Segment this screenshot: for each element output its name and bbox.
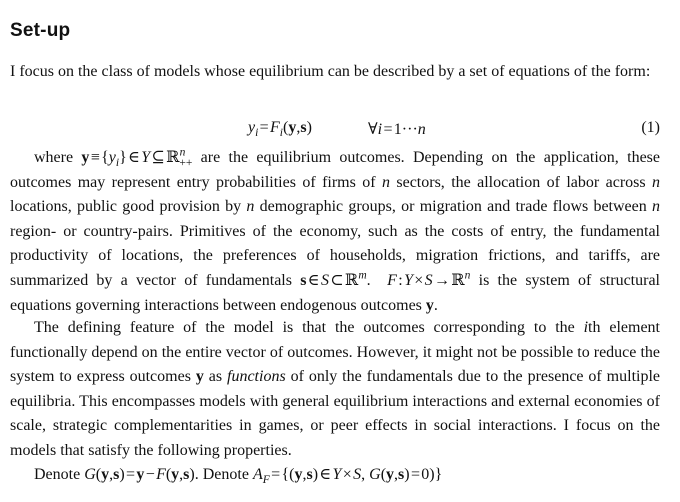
equation-number: (1) [641, 119, 660, 136]
equation-quantifier: ∀i = 1···n [368, 121, 426, 138]
definitions-paragraph: where y ≡ $\{y_i\}$ ∈ Y ⊆ ℝ$^n_{++}$ are the equilibrium outcomes. Depending on the application, these outcomes may represent entry probabilities of firms of n sectors, the allocation of labor across n locations, public good provision by n demographic groups, or migration and trade flows between n region- or country-pairs. Primitives of the economy, such as the costs of entry, the fundamental productivity of locations, the preferences of households, migration frictions, and tariffs, are summarized by a vector of fundamentals s ∈ S ⊂ ℝ$^m$. F : Y × S → ℝ$^n$ is the system of structural equations governing interactions between endogenous outcomes y. [10, 146, 661, 314]
equation-1 [10, 119, 660, 143]
denote-paragraph: Denote G(y,s) = y − F(y,s). Denote $A_F$ = {(y,s) ∈ Y × S, G(y,s) = 0)} [34, 466, 443, 487]
section-heading: Set-up [10, 20, 71, 41]
intro-paragraph: I focus on the class of models whose equilibrium can be described by a set of equations of the form: [10, 63, 651, 80]
defining-feature-paragraph: The defining feature of the model is that the outcomes corresponding to the ith element functionally depend on the entire vector of outcomes. However, it might not be possible to reduce the system to express outcomes y as functions of only the fundamentals due to the presence of multiple equilibria. This encompasses models with general equilibrium interactions and external economies of scale, strategic complementarities in games, or peer effects in social interactions. I focus on the models that satisfy the following properties. [10, 319, 660, 459]
equation-expression: $y_i$ = $F_i(y,s)$ [248, 119, 312, 140]
